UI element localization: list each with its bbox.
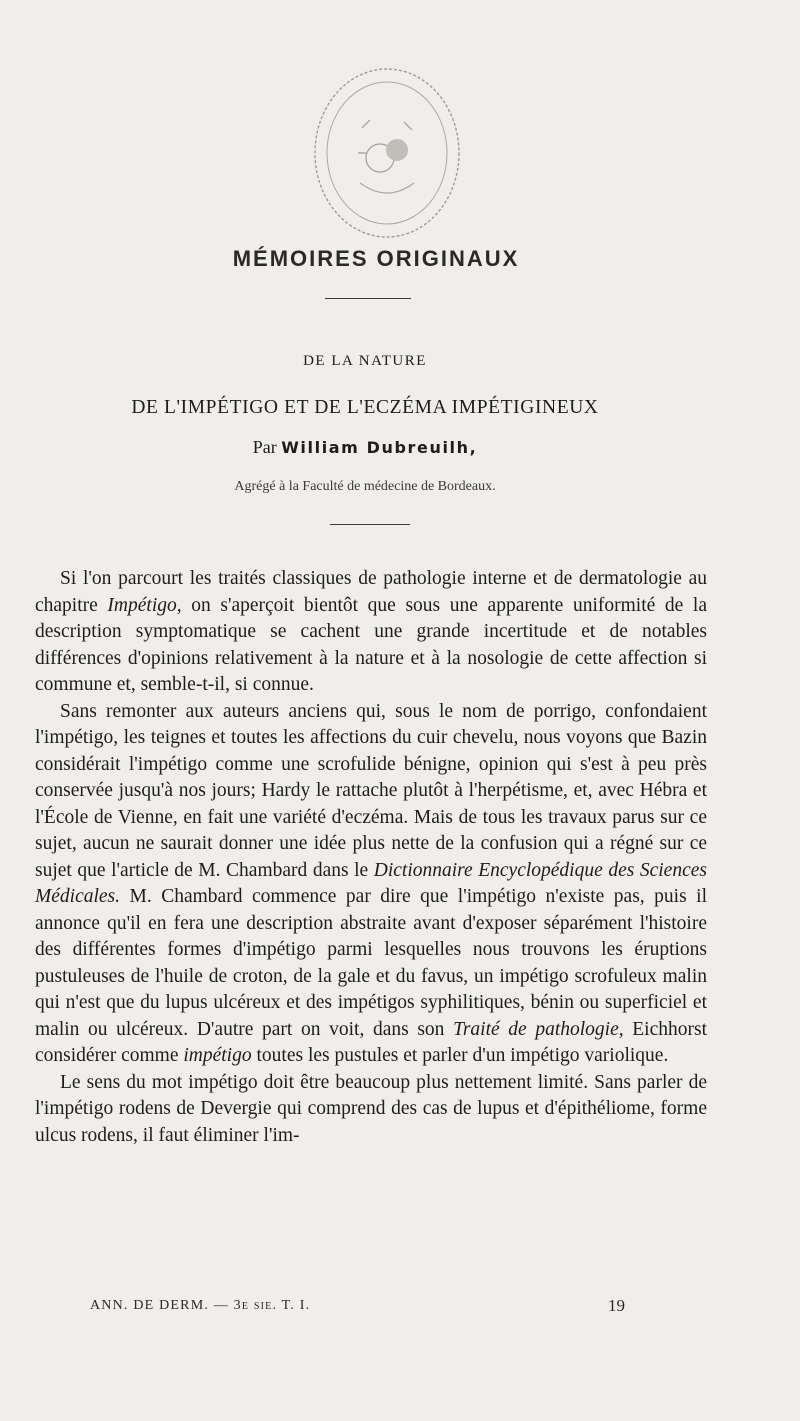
paragraph <box>35 1070 707 1150</box>
paragraph <box>35 699 707 1070</box>
paragraph <box>35 566 707 699</box>
text-run: Sans remonter aux auteurs anciens qui, sous le nom de porrigo, confondaient l'impétigo, les teignes et toutes les affections du cuir chevelu, nous voyons que Bazin considérait l'impétigo comme une scrofulide bénigne, opinion qui s'est à peu près conservée jusqu'à nos jours; Hardy le rattache plutôt à l'herpétisme, et, avec Hébra et l'École de Vienne, en fait une variété d'eczéma. Mais de tous les travaux parus sur ce sujet, aucun ne saurait donner une idée plus nette de la confusion qui a régné sur ce sujet que l'article de M. Chambard dans le <box>35 700 707 881</box>
article-title: DE L'IMPÉTIGO ET DE L'ECZÉMA IMPÉTIGINEUX <box>131 397 599 418</box>
divider-rule <box>325 298 411 299</box>
author-name: William Dubreuilh, <box>281 438 478 457</box>
text-run: Eichhorst considérer comme <box>35 1018 707 1066</box>
byline-prefix: Par <box>252 437 277 457</box>
text-run: M. Chambard commence par dire que l'impétigo n'existe pas, puis il annonce qu'il en fera une description abstraite avant d'exposer séparément l'histoire des différentes formes d'impétigo parmi lesquelles nous trouvons les éruptions pustuleuses de l'huile de croton, de la gale et du favus, un impétigo scrofuleux malin qui n'est que du lupus ulcéreux et des impétigos syphilitiques, bénin ou superficiel et malin ou ulcéreux. D'autre part on voit, dans son <box>35 886 707 1040</box>
text-run: Si l'on parcourt les traités classiques de pathologie interne et de dermatologie au chapitre <box>35 568 707 616</box>
italic-term: Impétigo, <box>107 594 182 616</box>
italic-citation: Traité de pathologie, <box>453 1018 624 1040</box>
library-stamp-seal <box>300 58 475 253</box>
journal-reference: ANN. DE DERM. — 3e sie. T. I. <box>90 1298 311 1313</box>
page-number: 19 <box>608 1296 625 1315</box>
article-pretitle: DE LA NATURE <box>303 353 427 369</box>
italic-citation: Dictionnaire Encyclopédique des Sciences Médicales. <box>35 859 707 907</box>
text-run: Le sens du mot impétigo doit être beaucoup plus nettement limité. Sans parler de l'impétigo rodens de Devergie qui comprend des cas de lupus et d'épithéliome, forme ulcus rodens, il faut éliminer l'im- <box>35 1071 707 1146</box>
text-run: toutes les pustules et parler d'un impétigo variolique. <box>251 1045 669 1066</box>
article-body <box>35 566 707 1149</box>
text-run: on s'aperçoit bientôt que sous une apparente uniformité de la description symptomatique se cachent une grande incertitude et de notables différences d'opinions relativement à la nature et à la nosologie de cette affection si commune et, semble-t-il, si connue. <box>35 594 707 695</box>
divider-rule <box>330 524 410 525</box>
author-affiliation: Agrégé à la Faculté de médecine de Bordeaux. <box>234 479 496 494</box>
byline <box>0 437 730 458</box>
italic-term: impétigo <box>183 1045 252 1066</box>
section-heading: MÉMOIRES ORIGINAUX <box>232 246 520 271</box>
